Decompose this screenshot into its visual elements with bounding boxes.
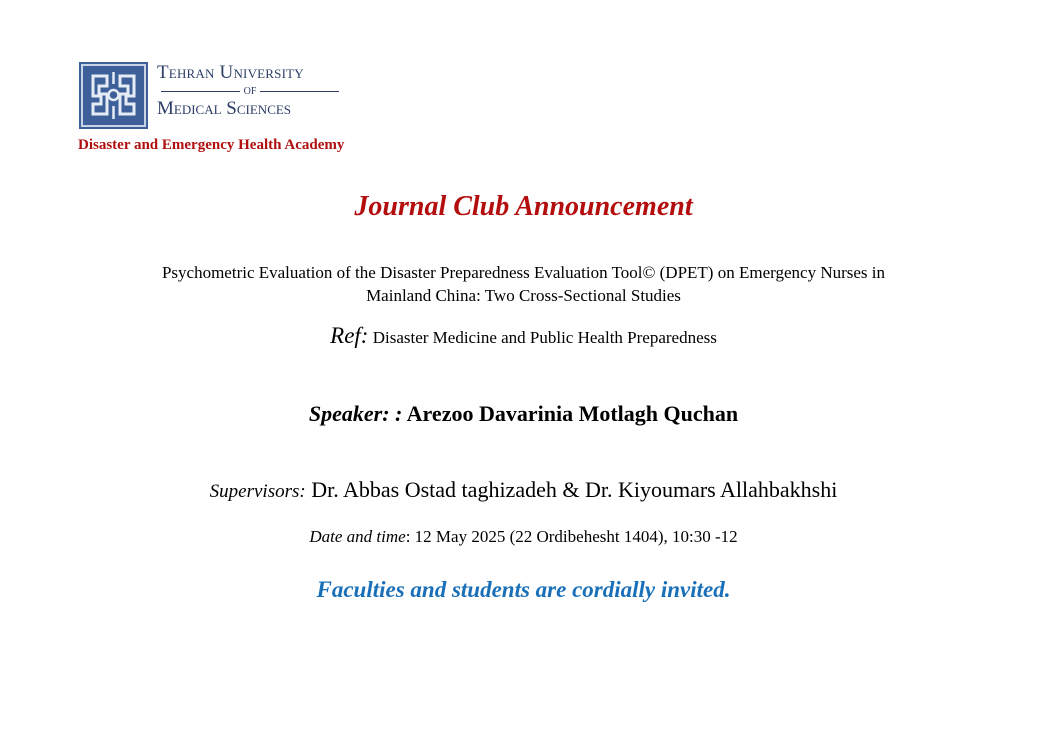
logo-line-2: of <box>243 83 257 98</box>
article-title-line-1: Psychometric Evaluation of the Disaster Preparedness Evaluation Tool© (DPET) on Emergency Nurses in <box>161 263 886 282</box>
speaker-name: Arezoo Davarinia Motlagh Quchan <box>406 401 739 426</box>
tums-emblem-icon <box>79 62 148 129</box>
announcement-heading: Journal Club Announcement <box>354 191 693 222</box>
logo-rule-left <box>161 91 240 92</box>
invitation-text: Faculties and students are cordially invited. <box>316 577 731 602</box>
reference-line <box>0 323 1037 349</box>
logo-line-3: Medical Sciences <box>157 98 292 119</box>
supervisors-line <box>0 477 1037 503</box>
academy-name: Disaster and Emergency Health Academy <box>78 137 345 153</box>
logo-wordmark <box>157 63 343 119</box>
datetime-value: : 12 May 2025 (22 Ordibehesht 1404), 10:30 -12 <box>405 527 738 546</box>
datetime-line <box>0 527 1037 547</box>
logo-line-1: Tehran University <box>157 62 304 83</box>
speaker-line <box>0 401 1037 427</box>
speaker-label: Speaker: : <box>308 401 403 426</box>
logo-rule-right <box>260 91 339 92</box>
reference-label: Ref: <box>330 323 369 348</box>
datetime-label: Date and time <box>309 527 406 546</box>
article-title-line-2: Mainland China: Two Cross-Sectional Studies <box>366 286 681 305</box>
university-logo <box>79 62 343 129</box>
article-title <box>0 261 1037 307</box>
supervisors-names: Dr. Abbas Ostad taghizadeh & Dr. Kiyoumars Allahbakhshi <box>311 477 838 502</box>
reference-value: Disaster Medicine and Public Health Preparedness <box>372 328 717 347</box>
logo-line-2-wrap <box>157 83 343 99</box>
supervisors-label: Supervisors: <box>209 481 306 502</box>
